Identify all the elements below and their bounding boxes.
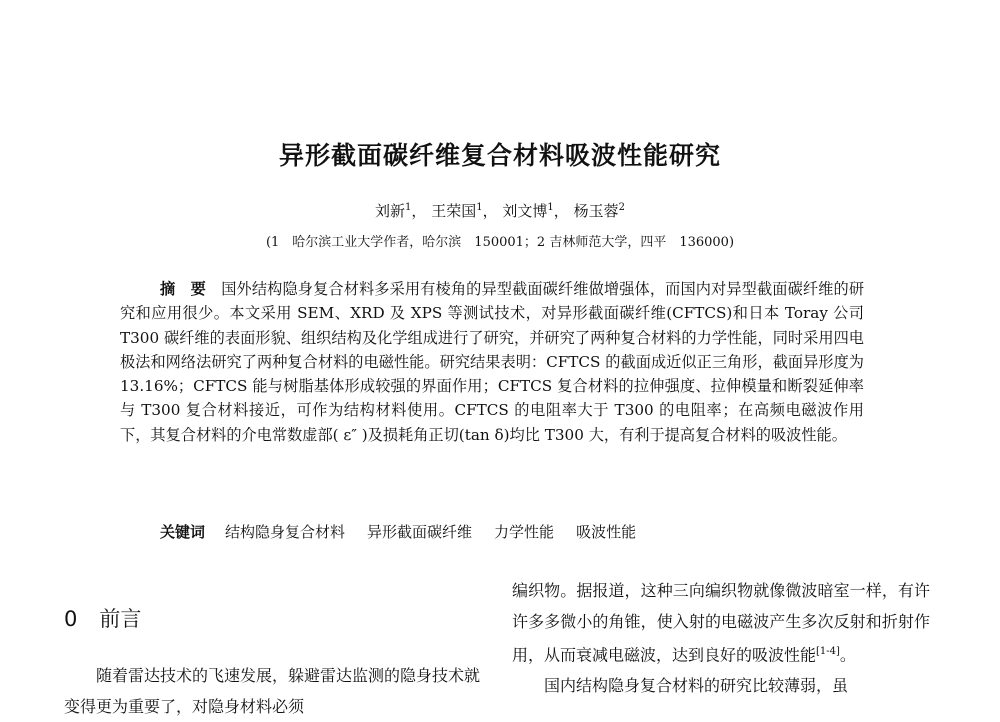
keyword: 结构隐身复合材料	[225, 523, 346, 541]
paragraph-end: 。	[839, 645, 856, 665]
abstract	[120, 277, 864, 447]
keywords-label: 关键词	[160, 523, 206, 541]
section-heading	[64, 603, 141, 633]
paper-title: 异形截面碳纤维复合材料吸波性能研究	[278, 141, 721, 170]
body-paragraph: 国内结构隐身复合材料的研究比较薄弱，虽	[544, 675, 849, 695]
keyword: 吸波性能	[576, 523, 637, 541]
abstract-text: 国外结构隐身复合材料多采用有棱角的异型截面碳纤维做增强体，而国内对异型截面碳纤维的研究和应用很少。本文采用 SEM、XRD 及 XPS 等测试技术，对异形截面碳纤维(CFTCS)和日本 Toray 公司 T300 碳纤维的表面形貌、组织结构及化学组成进行了研究，并研究了两种复合材料的力学性能，同时采用四电极法和网络法研究了两种复合材料的电磁性能。研究结果表明：CFTCS 的截面成近似正三角形，截面异形度为 13.16%；CFTCS 能与树脂基体形成较强的界面作用；CFTCS 复合材料的拉伸强度、拉伸模量和断裂延伸率与 T300 复合材料接近，可作为结构材料使用。CFTCS 的电阻率大于 T300 的电阻率；在高频电磁波作用下，其复合材料的介电常数虚部( ε″ )及损耗角正切(tan δ)均比 T300 大，有利于提高复合材料的吸波性能。	[120, 280, 865, 444]
section-title: 前言	[99, 607, 142, 631]
author-affiliation-mark: 2	[618, 202, 625, 213]
author-name: 刘文博	[502, 202, 548, 220]
abstract-label: 摘 要	[160, 280, 206, 298]
author-name: 杨玉蓉	[573, 202, 619, 220]
author-name: 王荣国	[431, 202, 477, 220]
section-number: 0	[64, 607, 78, 631]
keyword: 力学性能	[494, 523, 555, 541]
author-separator: ，	[553, 202, 569, 220]
author-separator: ，	[411, 202, 427, 220]
citation: [1-4]	[816, 646, 840, 657]
intro-column-right	[512, 576, 930, 701]
author-affiliation-mark: 1	[476, 202, 483, 213]
keyword: 异形截面碳纤维	[367, 523, 473, 541]
affiliation: (1 哈尔滨工业大学作者，哈尔滨 150001；2 吉林师范大学，四平 136000)	[265, 235, 735, 250]
author-separator: ，	[482, 202, 498, 220]
author-name: 刘新	[375, 202, 406, 220]
author-affiliation-mark: 1	[547, 202, 554, 213]
body-paragraph	[512, 576, 930, 671]
intro-paragraph-left: 随着雷达技术的飞速发展，躲避雷达监测的隐身技术就变得更为重要了，对隐身材料必须	[64, 666, 481, 716]
keywords	[160, 521, 658, 542]
author-affiliation-mark: 1	[405, 202, 412, 213]
author-list	[0, 200, 1000, 221]
paragraph-text: 编织物。据报道，这种三向编织物就像微波暗室一样，有许许多多微小的角锥，使入射的电磁波产生多次反射和折射作用，从而衰减电磁波，达到良好的吸波性能	[512, 581, 930, 665]
